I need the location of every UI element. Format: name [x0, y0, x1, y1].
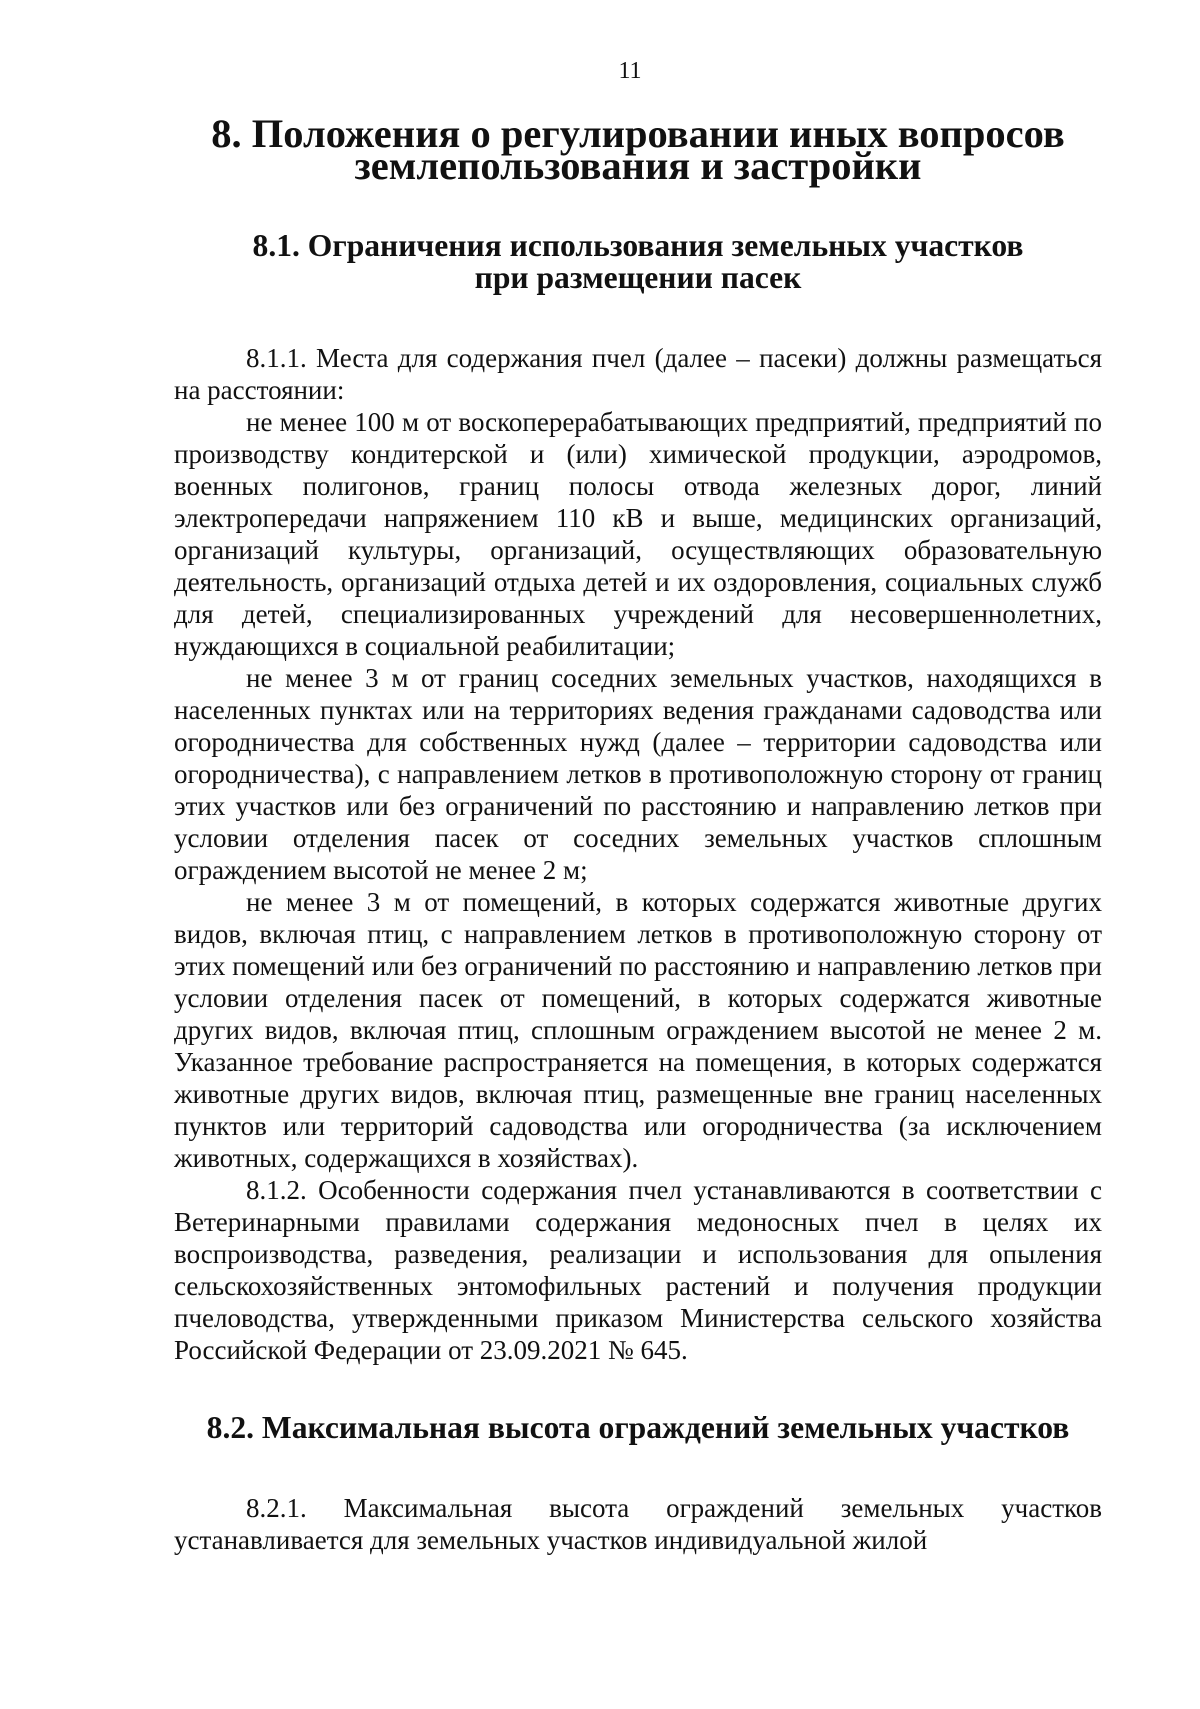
page-number: 11 [618, 58, 642, 84]
paragraph-8-1-1-intro: 8.1.1. Места для содержания пчел (далее – пасеки) должны размещаться на расстоянии: [174, 343, 1102, 405]
document-body [174, 111, 1102, 1556]
section-8-title-line-1: 8. Положения о регулировании иных вопросов [211, 111, 1065, 156]
section-8-title-line-2: землепользования и застройки [354, 143, 922, 188]
paragraph-8-1-2: 8.1.2. Особенности содержания пчел устанавливаются в соответствии с Ветеринарными правилами содержания медоносных пчел в целях их воспроизводства, разведения, реализации и использования для опыления сельскохозяйственных энтомофильных растений и получения продукции пчеловодства, утвержденными приказом Министерства сельского хозяйства Российской Федерации от 23.09.2021 № 645. [174, 1175, 1102, 1365]
paragraph-distance-3m-premises: не менее 3 м от помещений, в которых содержатся животные других видов, включая птиц, с направлением летков в противоположную сторону от этих помещений или без ограничений по расстоянию и направлению летков при условии отделения пасек от помещений, в которых содержатся животные других видов, включая птиц, сплошным ограждением высотой не менее 2 м. Указанное требование распространяется на помещения, в которых содержатся животные других видов, включая птиц, размещенные вне границ населенных пунктов или территорий садоводства или огородничества (за исключением животных, содержащихся в хозяйствах). [174, 887, 1102, 1173]
section-8-1-title-line-1: 8.1. Ограничения использования земельных участков [252, 228, 1024, 263]
paragraph-distance-100m: не менее 100 м от воскоперерабатывающих предприятий, предприятий по производству кондитерской и (или) химической продукции, аэродромов, военных полигонов, границ полосы отвода железных дорог, линий электропередачи напряжением 110 кВ и выше, медицинских организаций, организаций культуры, организаций, осуществляющих образовательную деятельность, организаций отдыха детей и их оздоровления, социальных служб для детей, специализированных учреждений для несовершеннолетних, нуждающихся в социальной реабилитации; [174, 407, 1102, 661]
paragraph-8-2-1: 8.2.1. Максимальная высота ограждений земельных участков устанавливается для земельных участков индивидуальной жилой [174, 1493, 1102, 1555]
paragraph-distance-3m-plots: не менее 3 м от границ соседних земельных участков, находящихся в населенных пунктах или на территориях ведения гражданами садоводства или огородничества для собственных нужд (далее – территории садоводства или огородничества), с направлением летков в противоположную сторону от границ этих участков или без ограничений по расстоянию и направлению летков при условии отделения пасек от соседних земельных участков сплошным ограждением высотой не менее 2 м; [174, 663, 1102, 885]
section-8-heading [174, 111, 1102, 188]
section-8-1-title-line-2: при размещении пасек [474, 260, 802, 295]
section-8-2-heading: 8.2. Максимальная высота ограждений земельных участков [206, 1410, 1070, 1445]
section-8-1-heading [174, 230, 1102, 294]
